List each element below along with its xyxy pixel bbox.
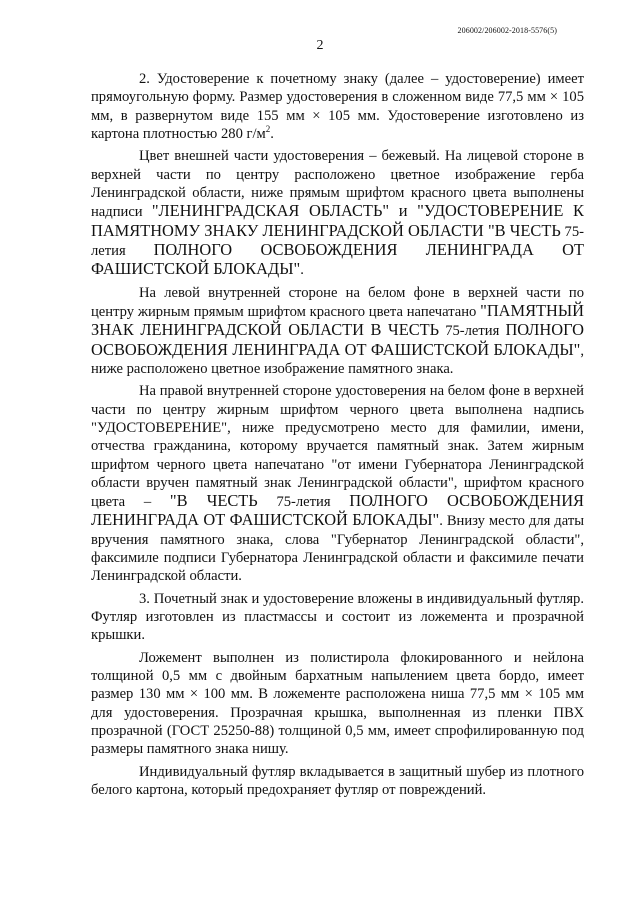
paragraph-right-inner-side bbox=[91, 382, 584, 585]
paragraph-insert: Ложемент выполнен из полистирола флокированного и нейлона толщиной 0,5 мм с двойным бархатным напылением цвета бордо, имеет размер 130 мм × 100 мм. В ложементе расположена ниша 77,5 мм × 105 мм для удостоверения. Прозрачная крышка, выполненная из пленки ПВХ прозрачной (ГОСТ 25250-88) толщиной 0,5 мм, имеет спрофилированную под размеры памятного знака нишу. bbox=[91, 649, 584, 758]
red-inscription-text: "ЛЕНИНГРАДСКАЯ ОБЛАСТЬ" и "УДОСТОВЕРЕНИЕ К ПАМЯТНОМУ ЗНАКУ ЛЕНИНГРАДСКОЙ ОБЛАСТИ "В ЧЕСТЬ bbox=[91, 201, 584, 240]
paragraph-text: . Внизу место для даты вручения памятного знака, слова "Губернатор Ленинградской области", факсимиле подписи Губернатора Ленинградской области и факсимиле печати Ленинградской области. bbox=[91, 513, 585, 585]
document-id: 206002/206002-2018-5576(5) bbox=[457, 26, 557, 35]
paragraph-text: . bbox=[300, 262, 304, 279]
paragraph-text: Цвет внешней части удостоверения – бежевый. На лицевой стороне в верхней части по центру расположено цветное изображение герба Ленинградской области, ниже прямым шрифтом красного цвета выполнены надписи bbox=[91, 148, 584, 221]
red-inscription-text: ПОЛНОГО ОСВОБОЖДЕНИЯ ЛЕНИНГРАДА ОТ ФАШИСТСКОЙ БЛОКАДЫ" bbox=[91, 320, 584, 359]
paragraph-outer-side bbox=[91, 147, 584, 279]
paragraph-text: 75-летия bbox=[439, 323, 506, 340]
paragraph-text: 75-летия bbox=[91, 223, 584, 259]
paragraph-text: На левой внутренней стороне на белом фоне в верхней части по центру жирным прямым шрифтом красного цвета напечатано bbox=[91, 284, 584, 320]
red-inscription-text: "ПАМЯТНЫЙ ЗНАК ЛЕНИНГРАДСКОЙ ОБЛАСТИ В ЧЕСТЬ bbox=[91, 300, 584, 340]
superscript: 2 bbox=[265, 123, 271, 134]
paragraph-protective-sleeve: Индивидуальный футляр вкладывается в защитный шубер из плотного белого картона, который предохраняет футляр от повреждений. bbox=[91, 763, 584, 799]
red-inscription-text: ПОЛНОГО ОСВОБОЖДЕНИЯ ЛЕНИНГРАДА ОТ ФАШИСТСКОЙ БЛОКАДЫ" bbox=[91, 239, 584, 279]
paragraph-text: 75-летия bbox=[257, 494, 350, 511]
red-inscription-text: "В ЧЕСТЬ bbox=[169, 491, 258, 511]
red-inscription-text: ПОЛНОГО ОСВОБОЖДЕНИЯ ЛЕНИНГРАДА ОТ ФАШИСТСКОЙ БЛОКАДЫ" bbox=[91, 491, 584, 530]
page-number: 2 bbox=[316, 38, 324, 53]
paragraph-text: , ниже расположено цветное изображение памятного знака. bbox=[91, 342, 584, 377]
paragraph-text: 2. Удостоверение к почетному знаку (далее – удостоверение) имеет прямоугольную форму. Размер удостоверения в сложенном виде 77,5 мм × 105 мм, в развернутом виде 155 мм × 105 мм. Удостоверение изготовлено из картона плотностью 280 г/м bbox=[91, 71, 584, 142]
paragraph-case: 3. Почетный знак и удостоверение вложены в индивидуальный футляр. Футляр изготовлен из пластмассы и состоит из ложемента и прозрачной крышки. bbox=[91, 590, 584, 644]
paragraph-text: На правой внутренней стороне удостоверения на белом фоне в верхней части по центру жирным шрифтом черного цвета выполнена надпись "УДОСТОВЕРЕНИЕ", ниже предусмотрено место для фамилии, имени, отчества гражданина, которому вручается памятный знак. Затем жирным шрифтом черного цвета напечатано "от имени Губернатора Ленинградской области вручен памятный знак Ленинградской области", шрифтом красного цвета – bbox=[91, 383, 584, 511]
paragraph-text: . bbox=[270, 125, 274, 142]
paragraph-left-inner-side bbox=[91, 284, 584, 378]
paragraph-certificate-format bbox=[91, 70, 584, 143]
document-body bbox=[91, 70, 584, 804]
